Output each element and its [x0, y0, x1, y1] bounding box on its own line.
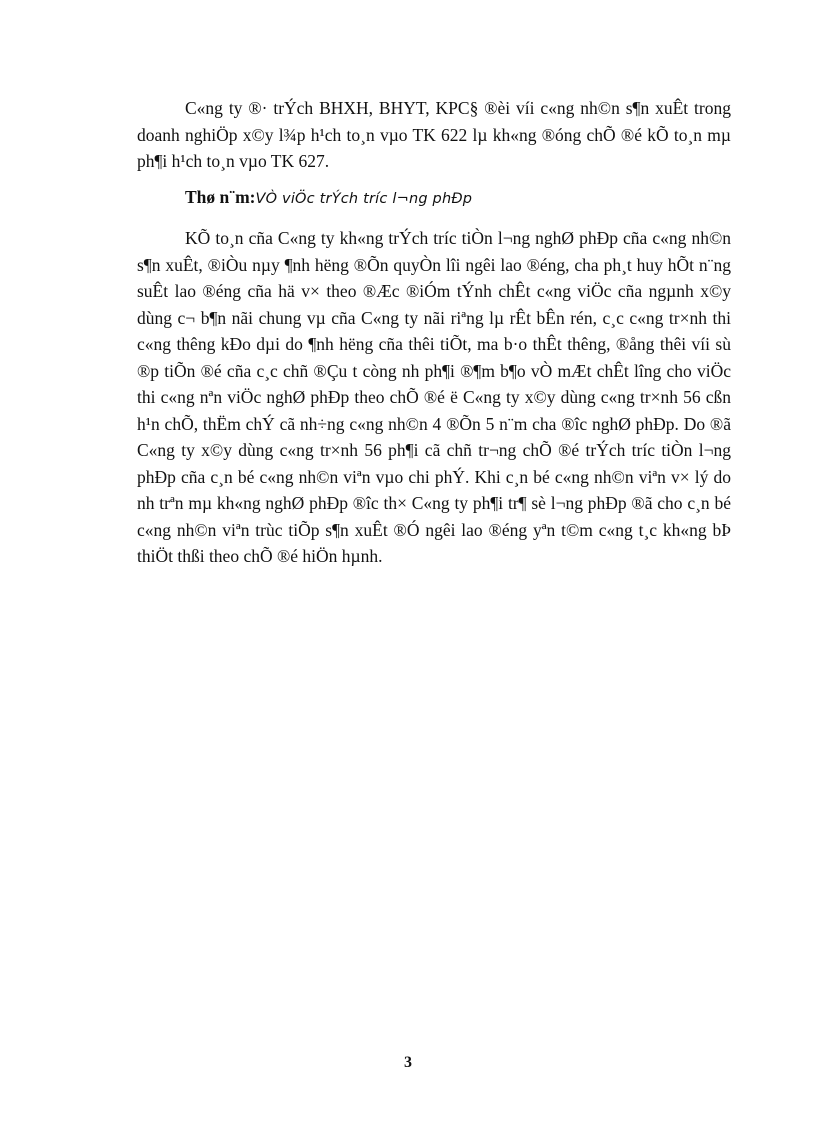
section-heading-title: VÒ viÖc trÝch tríc l¬ng phÐp	[255, 191, 473, 207]
page-number: 3	[404, 1054, 412, 1071]
paragraph-leave-accrual: KÕ to¸n cña C«ng ty kh«ng trÝch tríc tiÒn l¬ng nghØ phÐp cña c«ng nh©n s¶n xuÊt, ®iÒu nµy ¶nh hëng ®Õn quyÒn lîi ngêi lao ®éng, cha ph¸t huy hÕt n¨ng suÊt lao ®éng cña hä v× theo ®Æc ®iÓm tÝnh chÊt c«ng viÖc cña ngµnh x©y dùng c¬ b¶n nãi chung vµ cña C«ng ty nãi riªng lµ rÊt bÊn rén, c¸c c«ng tr×nh thi c«ng thêng kÐo dµi do ¶nh hëng cña thêi tiÕt, ma b·o thÊt thêng, ®ång thêi víi sù ®p tiÕn ®é cña c¸c chñ ®Çu t còng nh ph¶i ®¶m b¶o vÒ mÆt chÊt lîng cho viÖc thi c«ng nªn viÖc nghØ phÐp theo chÕ ®é ë C«ng ty x©y dùng c«ng tr×nh 56 cßn h¹n chÕ, thËm chÝ cã nh÷ng c«ng nh©n 4 ®Õn 5 n¨m cha ®îc nghØ phÐp. Do ®ã C«ng ty x©y dùng c«ng tr×nh 56 ph¶i cã chñ tr¬ng chÕ ®é trÝch tríc tiÒn l¬ng phÐp cña c¸n bé c«ng nh©n viªn vµo chi phÝ. Khi c¸n bé c«ng nh©n viªn v× lý do nh trªn mµ kh«ng nghØ phÐp ®îc th× C«ng ty ph¶i tr¶ sè l¬ng phÐp ®ã cho c¸n bé c«ng nh©n viªn trùc tiÕp s¶n xuÊt ®Ó ngêi lao ®éng yªn t©m c«ng t¸c kh«ng bÞ thiÖt thßi theo chÕ ®é hiÖn hµnh.	[137, 228, 731, 566]
section-heading-number: Thø n¨m:	[185, 187, 256, 207]
paragraph-bhxh: C«ng ty ®· trÝch BHXH, BHYT, KPC§ ®èi víi c«ng nh©n s¶n xuÊt trong doanh nghiÖp x©y l¾p h¹ch to¸n vµo TK 622 lµ kh«ng ®óng chÕ ®é kÕ to¸n mµ ph¶i h¹ch to¸n vµo TK 627.	[137, 98, 731, 171]
section-heading	[185, 184, 472, 212]
